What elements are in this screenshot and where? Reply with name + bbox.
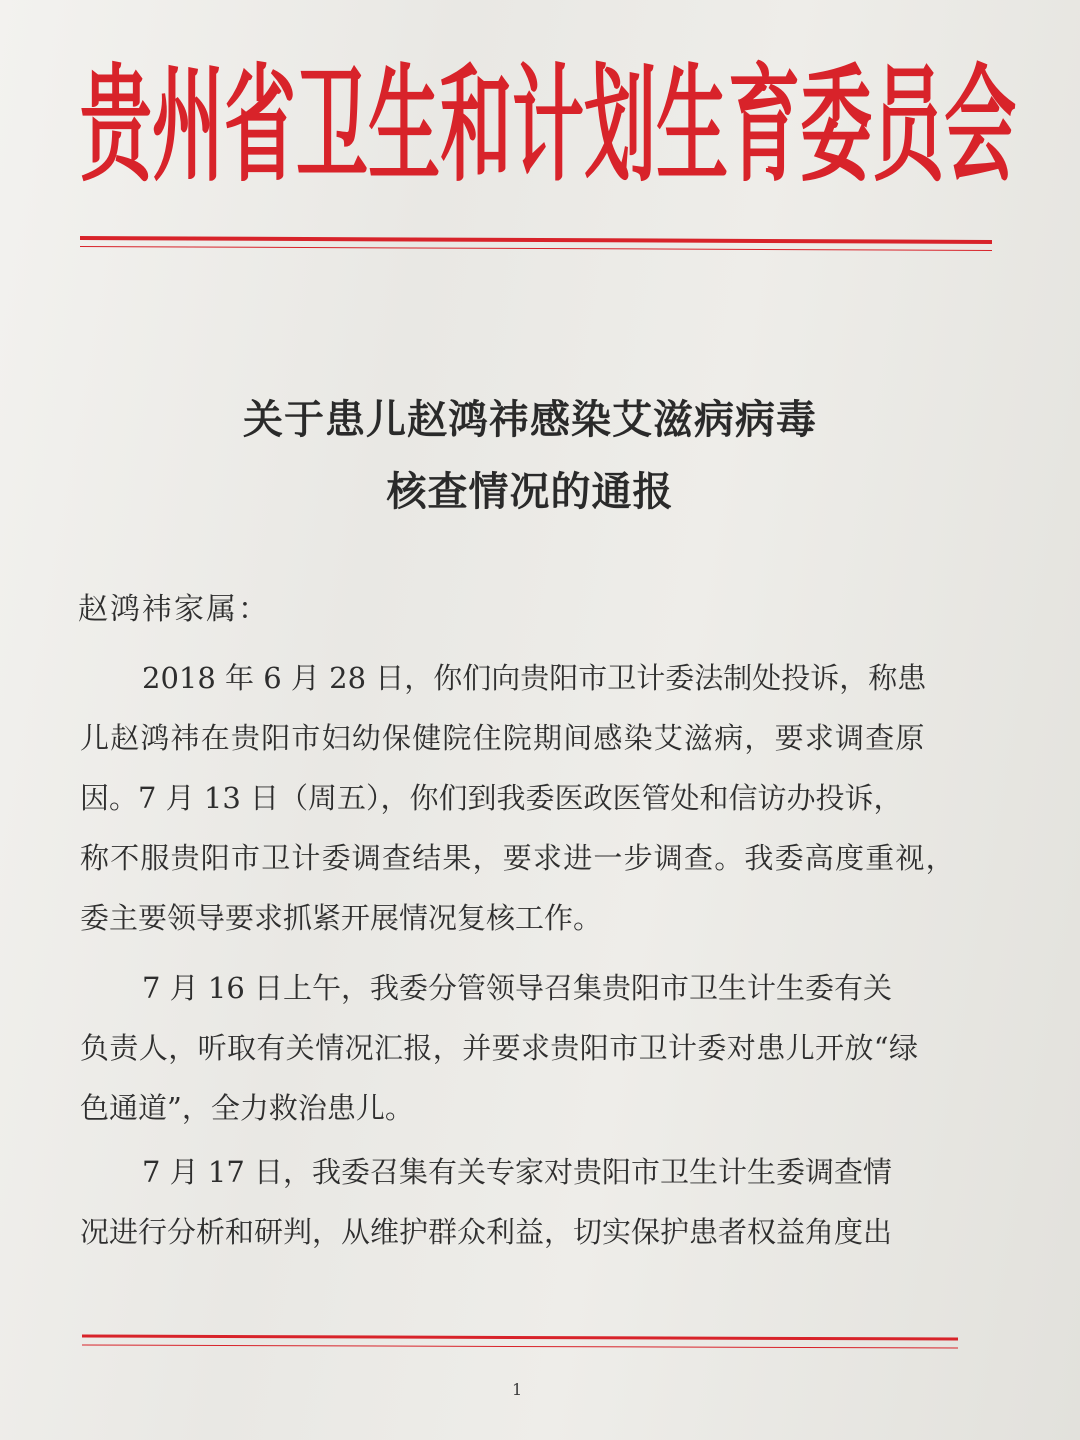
body-line: 况进行分析和研判，从维护群众利益，切实保护患者权益角度出 bbox=[80, 1215, 893, 1249]
letterhead-char: 育 bbox=[728, 51, 801, 199]
letterhead-char: 生 bbox=[368, 51, 441, 199]
letterhead-char: 贵 bbox=[80, 51, 153, 199]
body-line: 委主要领导要求抓紧开展情况复核工作。 bbox=[80, 901, 603, 935]
salutation: 赵鸿祎家属： bbox=[78, 592, 270, 627]
letterhead-char: 和 bbox=[440, 51, 513, 199]
letterhead-title bbox=[80, 50, 1017, 200]
body-line: 色通道”，全力救治患儿。 bbox=[80, 1091, 414, 1125]
letterhead-char: 员 bbox=[872, 51, 945, 199]
body-line: 2018 年 6 月 28 日，你们向贵阳市卫计委法制处投诉，称患 bbox=[142, 661, 927, 695]
letterhead-red-rule bbox=[80, 236, 992, 244]
body-line: 7 月 16 日上午，我委分管领导召集贵阳市卫生计生委有关 bbox=[142, 971, 893, 1005]
letterhead-char: 卫 bbox=[296, 51, 369, 199]
letterhead-char: 州 bbox=[152, 51, 225, 199]
body-line: 儿赵鸿祎在贵阳市妇幼保健院住院期间感染艾滋病，要求调查原 bbox=[80, 721, 926, 755]
letterhead-char: 会 bbox=[944, 51, 1017, 199]
letterhead-char: 计 bbox=[512, 51, 585, 199]
body-line: 因。7 月 13 日（周五），你们到我委医政医管处和信访办投诉， bbox=[80, 781, 903, 815]
footer-red-rule bbox=[82, 1334, 958, 1340]
letterhead-char: 委 bbox=[800, 51, 873, 199]
letterhead-char: 划 bbox=[584, 51, 657, 199]
page-number: 1 bbox=[512, 1380, 523, 1399]
body-line: 7 月 17 日，我委召集有关专家对贵阳市卫生计生委调查情 bbox=[142, 1155, 893, 1189]
footer-red-rule-thin bbox=[82, 1344, 958, 1348]
letterhead-char: 生 bbox=[656, 51, 729, 199]
body-line: 负责人，听取有关情况汇报，并要求贵阳市卫计委对患儿开放“绿 bbox=[80, 1031, 919, 1065]
body-line: 称不服贵阳市卫计委调查结果，要求进一步调查。我委高度重视， bbox=[80, 841, 956, 875]
letterhead-char: 省 bbox=[224, 51, 297, 199]
document-title-line-2: 核查情况的通报 bbox=[386, 469, 674, 515]
letterhead-red-rule-thin bbox=[80, 246, 992, 251]
document-title-line-1: 关于患儿赵鸿祎感染艾滋病病毒 bbox=[243, 397, 817, 443]
